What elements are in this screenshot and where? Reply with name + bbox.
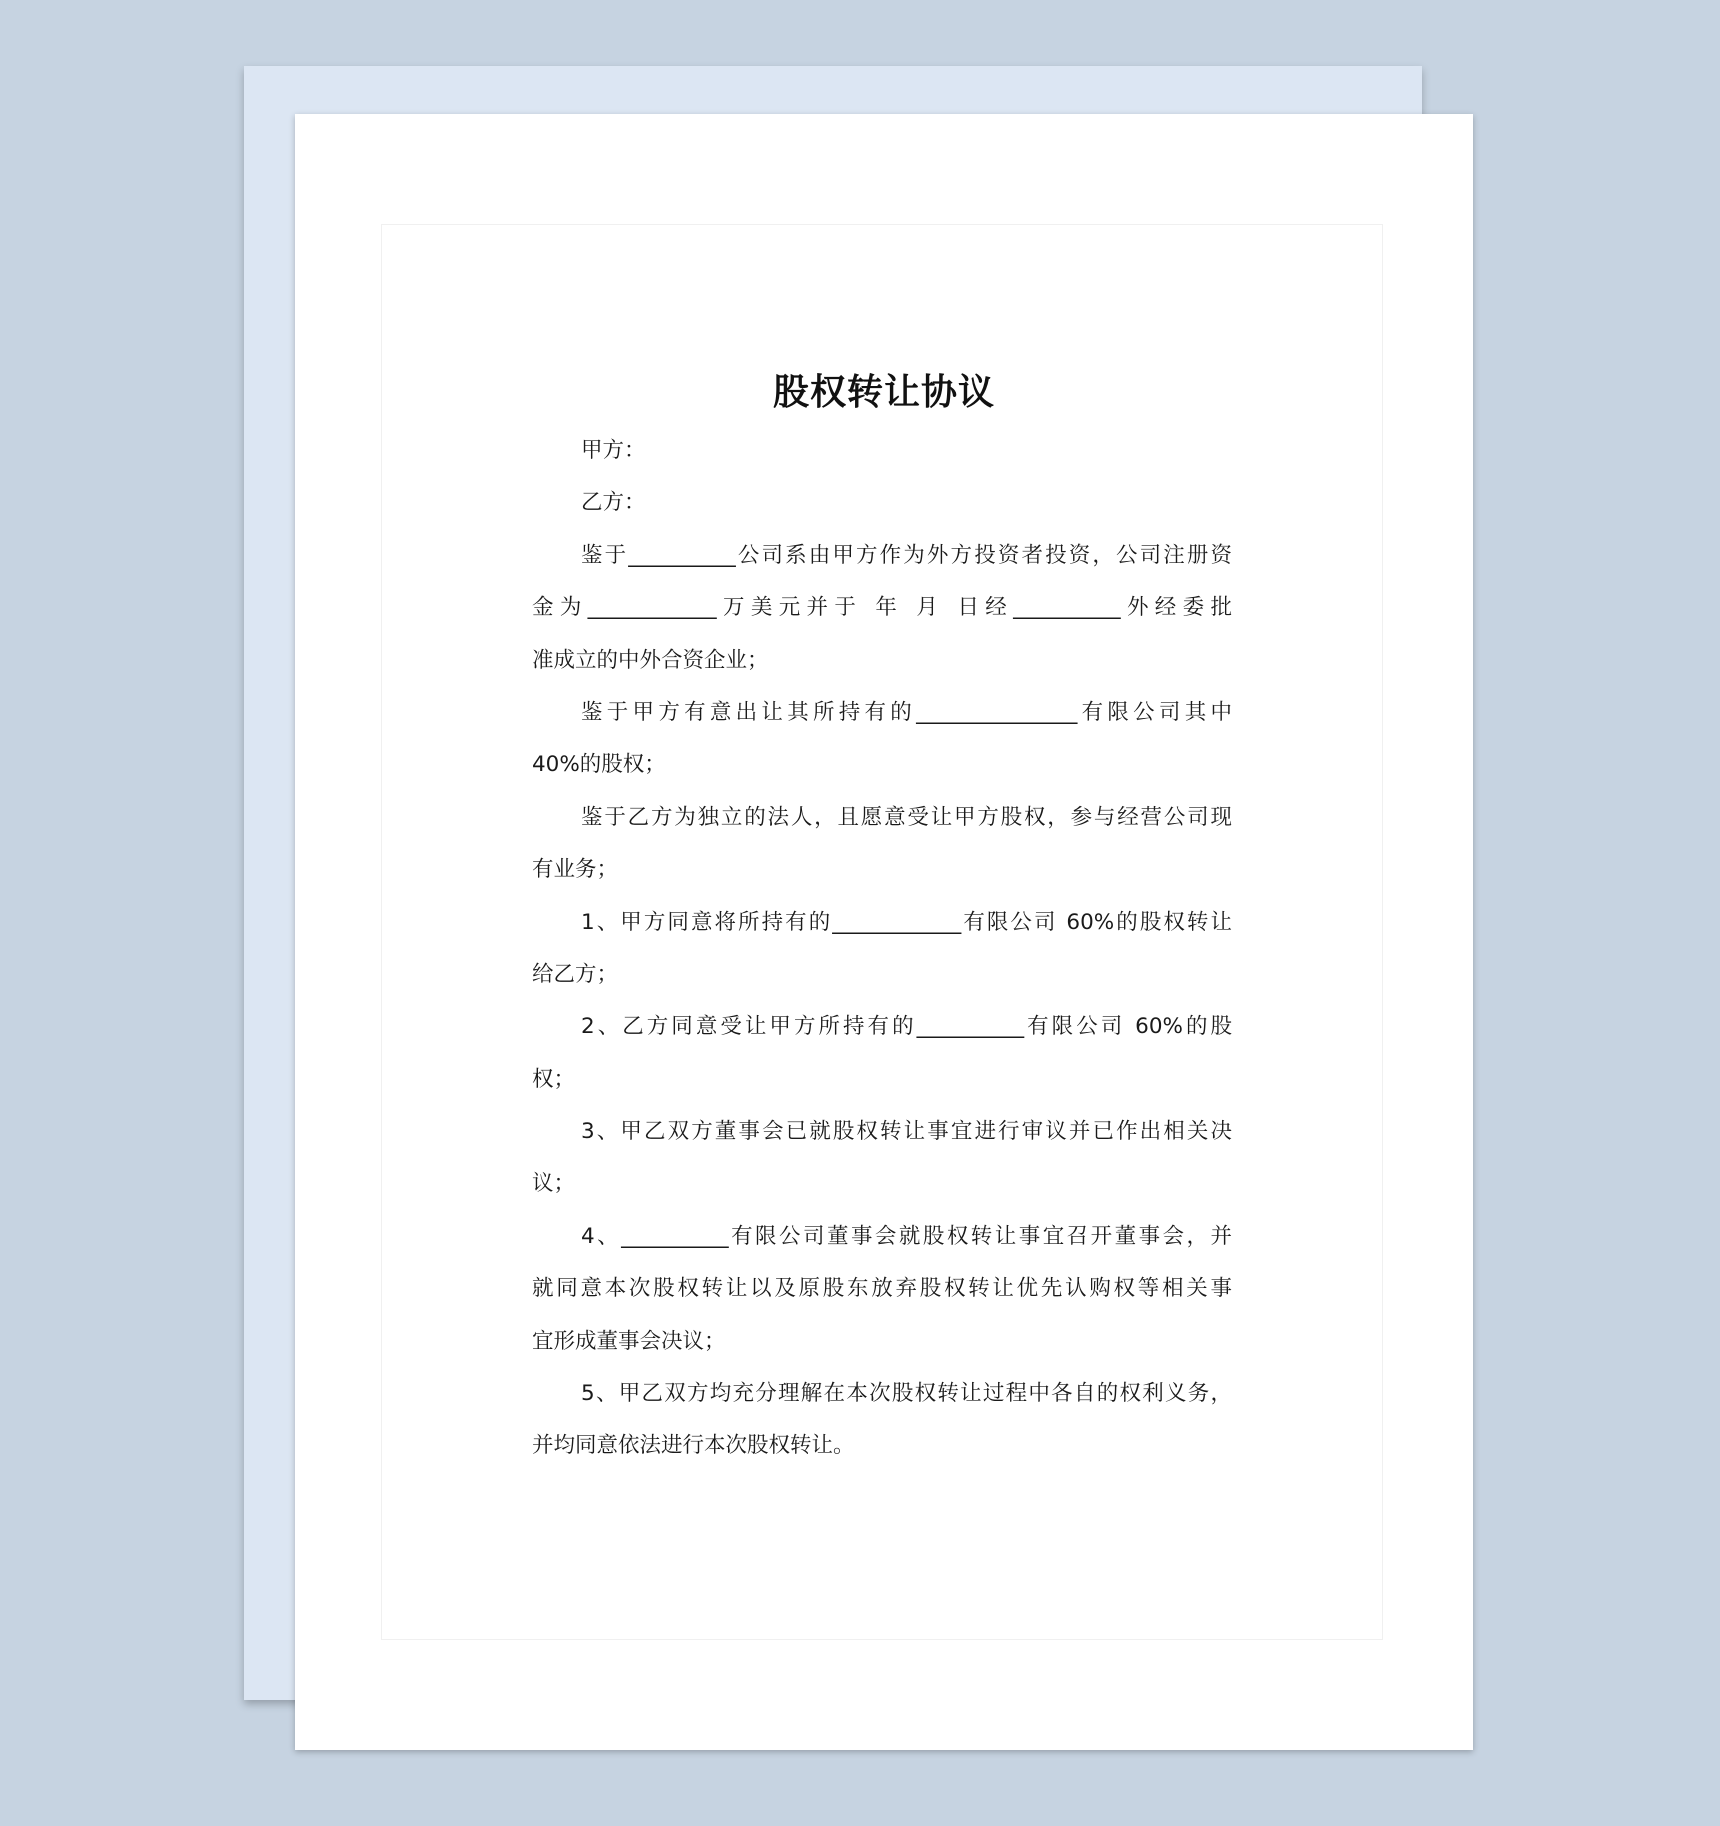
document-text-line: 给乙方； xyxy=(532,961,619,987)
document-text-line: 权； xyxy=(532,1066,576,1092)
document-text-line: 5、甲乙双方均充分理解在本次股权转让过程中各自的权利义务， xyxy=(581,1381,1232,1407)
document-body xyxy=(532,425,1232,1473)
document-text-line: 4、__________有限公司董事会就股权转让事宜召开董事会，并 xyxy=(581,1223,1232,1249)
document-text-line: 1、甲方同意将所持有的____________有限公司 60%的股权转让 xyxy=(581,909,1232,935)
document-text-line: 鉴于甲方有意出让其所持有的_______________有限公司其中 xyxy=(581,699,1232,725)
document-text-line: 宜形成董事会决议； xyxy=(532,1328,726,1354)
document-text-line: 40%的股权； xyxy=(532,752,666,778)
document-text-line: 金为____________万美元并于 年 月 日经__________外经委批 xyxy=(532,595,1232,621)
document-text-line: 3、甲乙双方董事会已就股权转让事宜进行审议并已作出相关决 xyxy=(581,1119,1232,1145)
document-text-line: 乙方： xyxy=(581,490,646,516)
document-text-line: 议； xyxy=(532,1171,576,1197)
document-text-line: 有业务； xyxy=(532,857,619,883)
document-text-line: 2、乙方同意受让甲方所持有的__________有限公司 60%的股 xyxy=(581,1014,1232,1040)
document-text-line: 就同意本次股权转让以及原股东放弃股权转让优先认购权等相关事 xyxy=(532,1276,1232,1302)
document-text-line: 鉴于乙方为独立的法人，且愿意受让甲方股权，参与经营公司现 xyxy=(581,804,1232,830)
document-text-line: 鉴于__________公司系由甲方作为外方投资者投资，公司注册资 xyxy=(581,542,1232,568)
document-text-line: 并均同意依法进行本次股权转让。 xyxy=(532,1433,855,1459)
document-page xyxy=(295,114,1473,1750)
document-title: 股权转让协议 xyxy=(772,372,995,413)
document-text-line: 准成立的中外合资企业； xyxy=(532,647,769,673)
document-text-line: 甲方： xyxy=(581,438,646,463)
